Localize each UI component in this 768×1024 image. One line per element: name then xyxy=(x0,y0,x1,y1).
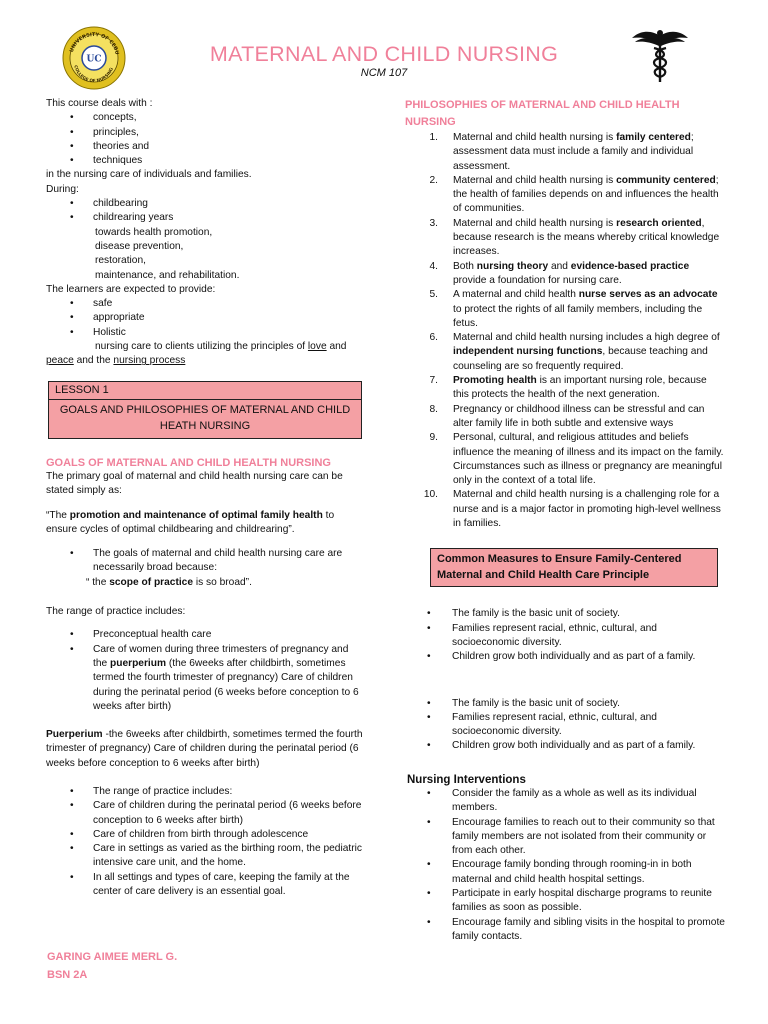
goals-heading: GOALS OF MATERNAL AND CHILD HEALTH NURSING xyxy=(46,456,331,469)
puerperium-definition: Puerperium -the 6weeks after childbirth, sometimes termed the fourth trimester of pregnancy) Care of children during the perinatal period (6 weeks before conception to 6 weeks after birth) xyxy=(46,729,363,769)
list-item: 1. Maternal and child health nursing is family centered; assessment data must include a family and individual assessment. xyxy=(429,132,694,172)
list-item: 2. Maternal and child health nursing is community centered; the health of families depends on and influences the health of communities. xyxy=(429,174,719,215)
during-tail-line: restoration, xyxy=(95,255,146,267)
range-list xyxy=(46,628,364,714)
seal-text-top: UNIVERSITY OF CEBU xyxy=(68,31,120,56)
list-item: • In all settings and types of care, keeping the family at the center of care delivery is an essential goal. xyxy=(46,871,364,900)
during-tail-line: maintenance, and rehabilitation. xyxy=(95,269,240,281)
during-tail-line: towards health promotion, xyxy=(95,226,213,238)
list-item: • Participate in early hospital discharge programs to reunite families as soon as possible. xyxy=(405,887,725,916)
seal-center-text: UC xyxy=(86,54,102,65)
love-underlined: love xyxy=(307,341,327,353)
list-item: • Encourage family bonding through rooming-in in both maternal and child health hospital settings. xyxy=(405,858,725,887)
measures-list-1 xyxy=(405,607,725,664)
lesson-title: GOALS AND PHILOSOPHIES OF MATERNAL AND CHILD HEATH NURSING xyxy=(59,403,351,432)
deals-list xyxy=(46,111,364,168)
scope-line: “ the scope of practice is so broad”. xyxy=(86,576,252,588)
list-item: • The goals of maternal and child health nursing care are necessarily broad because: xyxy=(46,547,364,576)
list-item: • safe xyxy=(46,297,364,311)
course-code: NCM 107 xyxy=(360,67,408,79)
list-item: • childrearing years xyxy=(46,211,364,225)
list-item: 8. Pregnancy or childhood illness can be stressful and can alter family life in both subtle and extensive ways xyxy=(429,403,705,429)
list-item: 6. Maternal and child health nursing includes a high degree of independent nursing functions, because teaching and counseling are so frequently required. xyxy=(429,332,720,372)
right-column xyxy=(405,97,725,944)
list-item: • concepts, xyxy=(46,111,364,125)
goals-text: The primary goal of maternal and child health nursing care can be stated simply as: xyxy=(46,470,343,497)
measures-list-2 xyxy=(405,697,725,754)
list-item: 10. Maternal and child health nursing is a challenging role for a nurse and is a major factor in promoting high-level wellness in families. xyxy=(423,489,721,530)
interventions-heading: Nursing Interventions xyxy=(407,773,526,786)
during-label: During: xyxy=(46,183,79,195)
list-item: • Care of children from birth through adolescence xyxy=(46,828,364,842)
list-item: 7. Promoting health is an important nursing role, because this protects the health of the next generation. xyxy=(429,375,707,401)
care-principles-line: nursing care to clients utilizing the principles of love and xyxy=(95,341,347,353)
list-item: • Care of women during three trimesters of pregnancy and the puerperium (the 6weeks after childbirth, sometimes termed the fourth trimester of pregnancy) Care of children during the perinatal period (6 weeks before conception to 6 weeks after birth) xyxy=(46,643,364,714)
provide-list xyxy=(46,297,364,340)
list-item: • The family is the basic unit of society. xyxy=(405,697,725,711)
list-item: • Children grow both individually and as part of a family. xyxy=(405,739,725,753)
list-item: • Encourage families to reach out to their community so that family members are not isolated from their community or from each other. xyxy=(405,816,725,859)
list-item: • Care of children during the perinatal period (6 weeks before conception to 6 weeks after birth) xyxy=(46,799,364,828)
list-item: • Encourage family and sibling visits in the hospital to promote family contacts. xyxy=(405,916,725,945)
author-name: GARING AIMEE MERL G. xyxy=(47,951,178,963)
interventions-list xyxy=(405,787,725,944)
list-item: • childbearing xyxy=(46,197,364,211)
deals-tail: in the nursing care of individuals and families. xyxy=(46,169,252,181)
measures-heading-box: Common Measures to Ensure Family-Centered Maternal and Child Health Care Principle xyxy=(430,548,718,587)
list-item: 9. Personal, cultural, and religious attitudes and beliefs influence the meaning of illness and its impact on the family. Circumstances such as illness or pregnancy are meaningful only in the context of a total life. xyxy=(429,432,724,487)
care-principles-line-2: peace and the nursing process xyxy=(46,355,186,367)
document-title: MATERNAL AND CHILD NURSING xyxy=(209,42,559,66)
list-item: • The range of practice includes: xyxy=(46,785,364,799)
philosophies-list xyxy=(405,131,725,531)
list-item: 5. A maternal and child health nurse serves as an advocate to protect the rights of all family members, including the fetus. xyxy=(429,289,718,329)
nursing-process-underlined: nursing process xyxy=(113,355,186,367)
list-item: • Holistic xyxy=(46,326,364,340)
during-list xyxy=(46,197,364,226)
range-label: The range of practice includes: xyxy=(46,606,186,618)
lesson-box xyxy=(48,381,362,439)
philosophies-heading: PHILOSOPHIES OF MATERNAL AND CHILD HEALTH NURSING xyxy=(405,99,680,128)
list-item: • principles, xyxy=(46,126,364,140)
list-item: • Consider the family as a whole as well as its individual members. xyxy=(405,787,725,816)
list-item: • Care in settings as varied as the birthing room, the pediatric intensive care unit, and the home. xyxy=(46,842,364,871)
list-item: • Children grow both individually and as part of a family. xyxy=(405,650,725,664)
list-item: • The family is the basic unit of society. xyxy=(405,607,725,621)
broad-list xyxy=(46,547,364,576)
list-item: • Families represent racial, ethnic, cultural, and socioeconomic diversity. xyxy=(405,622,725,651)
during-tail-line: disease prevention, xyxy=(95,240,184,252)
learners-label: The learners are expected to provide: xyxy=(46,283,216,295)
peace-underlined: peace xyxy=(46,355,74,367)
goal-quote: “The promotion and maintenance of optimal family health to ensure cycles of optimal childbearing and childrearing”. xyxy=(46,509,335,535)
list-item: 3. Maternal and child health nursing is research oriented, because research is the means whereby critical knowledge increases. xyxy=(429,217,720,258)
list-item: 4. Both nursing theory and evidence-based practice provide a foundation for nursing care. xyxy=(429,260,690,286)
author-section: BSN 2A xyxy=(47,969,88,981)
author-block xyxy=(47,948,177,984)
seal-text-bottom: COLLEGE OF NURSING xyxy=(73,64,114,84)
list-item: • techniques xyxy=(46,154,364,168)
lesson-label: LESSON 1 xyxy=(49,382,361,400)
list-item: • Preconceptual health care xyxy=(46,628,364,642)
list-item: • Families represent racial, ethnic, cultural, and socioeconomic diversity. xyxy=(405,711,725,740)
range-list-2 xyxy=(46,785,364,899)
list-item: • appropriate xyxy=(46,311,364,325)
list-item: • theories and xyxy=(46,140,364,154)
left-column xyxy=(46,97,364,899)
course-intro: This course deals with : xyxy=(46,98,153,109)
